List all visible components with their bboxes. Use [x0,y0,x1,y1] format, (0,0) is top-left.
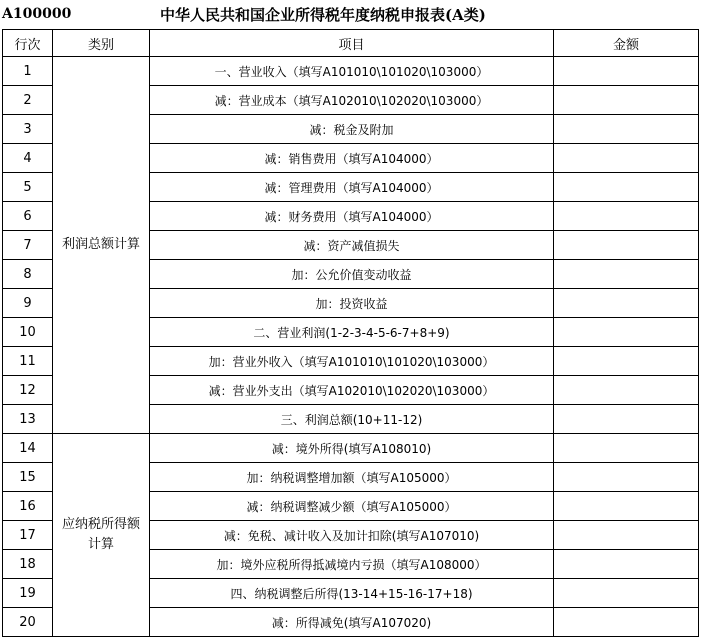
amount-input-cell[interactable] [554,434,699,463]
item-cell: 加：公允价值变动收益 [150,260,554,289]
form-code: A100000 [2,6,72,22]
column-header-line: 行次 [3,30,53,57]
category-taxable-income-cell [53,434,150,637]
amount-input-cell[interactable] [554,144,699,173]
amount-input-cell[interactable] [554,376,699,405]
line-number-cell: 4 [3,144,53,173]
form-header [0,0,702,29]
item-cell: 加：营业外收入（填写A101010\101020\103000） [150,347,554,376]
amount-input-cell[interactable] [554,608,699,637]
line-number-cell: 9 [3,289,53,318]
amount-input-cell[interactable] [554,115,699,144]
amount-input-cell[interactable] [554,550,699,579]
form-title: 中华人民共和国企业所得税年度纳税申报表(A类) [160,6,486,24]
line-number-cell: 11 [3,347,53,376]
amount-input-cell[interactable] [554,173,699,202]
line-number-cell: 12 [3,376,53,405]
amount-input-cell[interactable] [554,492,699,521]
item-cell: 减：资产减值损失 [150,231,554,260]
category-taxable-line1: 应纳税所得额 [61,517,140,532]
line-number-cell: 7 [3,231,53,260]
column-header-amount: 金额 [554,30,699,57]
amount-input-cell[interactable] [554,202,699,231]
amount-input-cell[interactable] [554,579,699,608]
item-cell: 减：纳税调整减少额（填写A105000） [150,492,554,521]
table-row [3,434,699,463]
line-number-cell: 10 [3,318,53,347]
item-cell: 加：投资收益 [150,289,554,318]
item-cell: 减：管理费用（填写A104000） [150,173,554,202]
line-number-cell: 1 [3,57,53,86]
amount-input-cell[interactable] [554,289,699,318]
header-row [3,30,699,57]
item-cell: 减：营业外支出（填写A102010\102020\103000） [150,376,554,405]
item-cell: 加：境外应税所得抵减境内亏损（填写A108000） [150,550,554,579]
item-cell: 四、纳税调整后所得(13-14+15-16-17+18) [150,579,554,608]
category-profit-cell: 利润总额计算 [53,57,150,434]
amount-input-cell[interactable] [554,86,699,115]
tax-return-table [2,29,699,637]
line-number-cell: 18 [3,550,53,579]
line-number-cell: 20 [3,608,53,637]
line-number-cell: 16 [3,492,53,521]
item-cell: 二、营业利润(1-2-3-4-5-6-7+8+9) [150,318,554,347]
amount-input-cell[interactable] [554,260,699,289]
line-number-cell: 8 [3,260,53,289]
item-cell: 一、营业收入（填写A101010\101020\103000） [150,57,554,86]
amount-input-cell[interactable] [554,347,699,376]
line-number-cell: 13 [3,405,53,434]
line-number-cell: 3 [3,115,53,144]
line-number-cell: 14 [3,434,53,463]
line-number-cell: 5 [3,173,53,202]
item-cell: 减：境外所得(填写A108010) [150,434,554,463]
item-cell: 减：销售费用（填写A104000） [150,144,554,173]
amount-input-cell[interactable] [554,521,699,550]
line-number-cell: 2 [3,86,53,115]
item-cell: 减：税金及附加 [150,115,554,144]
line-number-cell: 19 [3,579,53,608]
table-row [3,57,699,86]
line-number-cell: 6 [3,202,53,231]
item-cell: 减：财务费用（填写A104000） [150,202,554,231]
amount-input-cell[interactable] [554,57,699,86]
amount-input-cell[interactable] [554,318,699,347]
amount-input-cell[interactable] [554,231,699,260]
item-cell: 减：所得减免(填写A107020) [150,608,554,637]
line-number-cell: 15 [3,463,53,492]
item-cell: 减：免税、减计收入及加计扣除(填写A107010) [150,521,554,550]
item-cell: 三、利润总额(10+11-12) [150,405,554,434]
table-body [3,57,699,637]
item-cell: 减：营业成本（填写A102010\102020\103000） [150,86,554,115]
category-taxable-line2: 计算 [87,537,114,552]
item-cell: 加：纳税调整增加额（填写A105000） [150,463,554,492]
column-header-item: 项目 [150,30,554,57]
amount-input-cell[interactable] [554,405,699,434]
column-header-category: 类别 [53,30,150,57]
amount-input-cell[interactable] [554,463,699,492]
line-number-cell: 17 [3,521,53,550]
